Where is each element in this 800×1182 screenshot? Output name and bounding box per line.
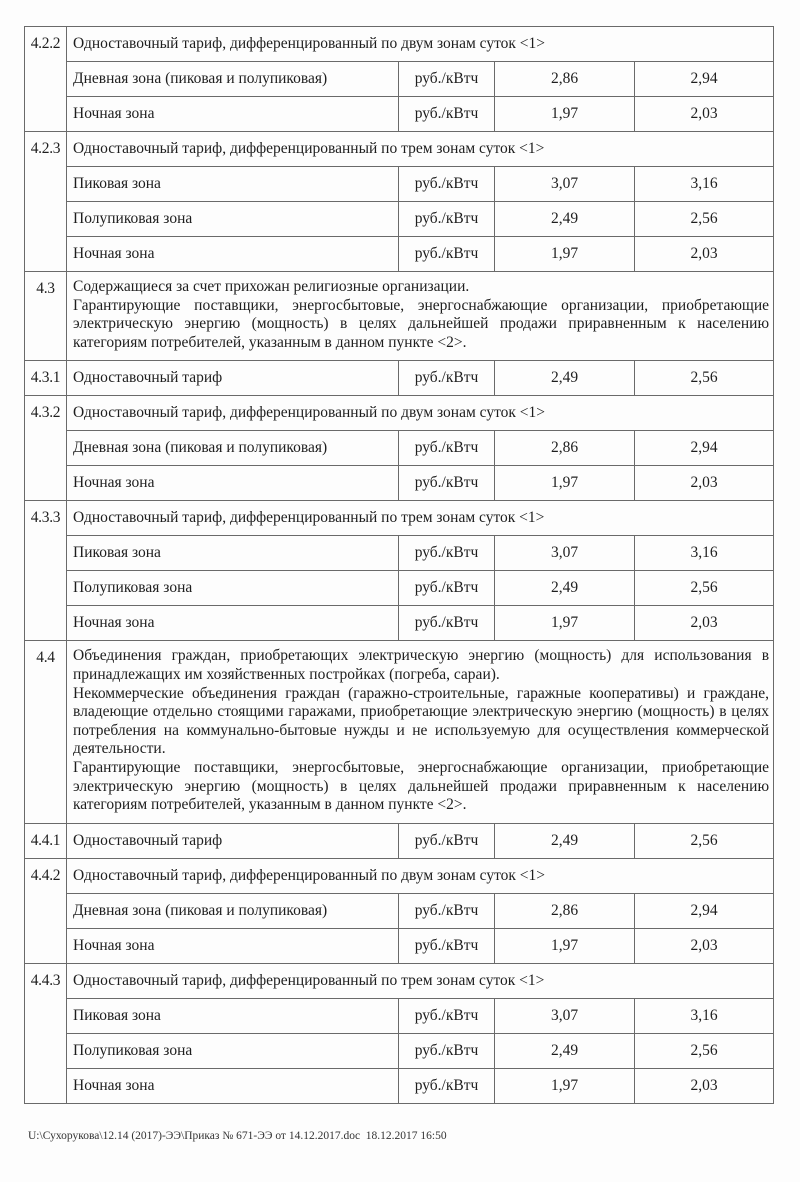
- zone-name: Пиковая зона: [67, 167, 399, 202]
- value-period-2: 2,03: [635, 97, 774, 132]
- tariff-row: [25, 431, 774, 466]
- section-header-row: [25, 132, 774, 167]
- zone-name: Полупиковая зона: [67, 202, 399, 237]
- tariff-name: Одноставочный тариф: [67, 361, 399, 396]
- zone-name: Ночная зона: [67, 97, 399, 132]
- unit-cell: руб./кВтч: [399, 431, 495, 466]
- value-period-1: 1,97: [495, 237, 635, 272]
- unit-cell: руб./кВтч: [399, 1068, 495, 1103]
- description-paragraph: Содержащиеся за счет прихожан религиозные организации.: [73, 278, 470, 295]
- tariff-row: [25, 202, 774, 237]
- tariff-row: [25, 361, 774, 396]
- value-period-2: 2,03: [635, 237, 774, 272]
- description-paragraph: Гарантирующие поставщики, энергосбытовые, энергоснабжающие организации, приобретающие электрическую энергию (мощность) в целях дальнейшей продажи приравненным к населению категориям потребителей, указанным в данном пункте <2>.: [73, 758, 770, 814]
- value-period-2: 2,56: [635, 202, 774, 237]
- value-period-2: 3,16: [635, 167, 774, 202]
- zone-name: Дневная зона (пиковая и полупиковая): [67, 62, 399, 97]
- section-title: Одноставочный тариф, дифференцированный по трем зонам суток <1>: [67, 963, 774, 998]
- value-period-2: 2,03: [635, 466, 774, 501]
- section-number: 4.4: [25, 641, 67, 823]
- value-period-1: 1,97: [495, 466, 635, 501]
- category-description: [67, 641, 774, 823]
- value-period-2: 2,94: [635, 893, 774, 928]
- value-period-1: 1,97: [495, 928, 635, 963]
- category-description-row: [25, 641, 774, 823]
- document-footer-path: U:\Сухорукова\12.14 (2017)-ЭЭ\Приказ № 671-ЭЭ от 14.12.2017.doc 18.12.2017 16:50: [28, 1130, 447, 1142]
- tariff-document: [24, 26, 773, 1104]
- unit-cell: руб./кВтч: [399, 606, 495, 641]
- value-period-2: 2,94: [635, 62, 774, 97]
- section-number: 4.2.3: [25, 132, 67, 272]
- tariff-row: [25, 237, 774, 272]
- section-title: Одноставочный тариф, дифференцированный по двум зонам суток <1>: [67, 396, 774, 431]
- value-period-1: 2,49: [495, 571, 635, 606]
- zone-name: Пиковая зона: [67, 998, 399, 1033]
- zone-name: Дневная зона (пиковая и полупиковая): [67, 893, 399, 928]
- value-period-1: 2,49: [495, 202, 635, 237]
- unit-cell: руб./кВтч: [399, 928, 495, 963]
- value-period-2: 2,56: [635, 571, 774, 606]
- tariff-row: [25, 928, 774, 963]
- section-title: Одноставочный тариф, дифференцированный по двум зонам суток <1>: [67, 858, 774, 893]
- section-number: 4.3: [25, 272, 67, 361]
- section-number: 4.2.2: [25, 27, 67, 132]
- section-title: Одноставочный тариф, дифференцированный по трем зонам суток <1>: [67, 501, 774, 536]
- unit-cell: руб./кВтч: [399, 237, 495, 272]
- value-period-1: 1,97: [495, 606, 635, 641]
- section-title: Одноставочный тариф, дифференцированный по двум зонам суток <1>: [67, 27, 774, 62]
- value-period-1: 3,07: [495, 998, 635, 1033]
- zone-name: Дневная зона (пиковая и полупиковая): [67, 431, 399, 466]
- zone-name: Ночная зона: [67, 1068, 399, 1103]
- value-period-2: 2,03: [635, 1068, 774, 1103]
- tariff-row: [25, 536, 774, 571]
- tariff-row: [25, 606, 774, 641]
- value-period-1: 2,86: [495, 62, 635, 97]
- unit-cell: руб./кВтч: [399, 998, 495, 1033]
- tariff-row: [25, 62, 774, 97]
- section-number: 4.4.3: [25, 963, 67, 1103]
- section-number: 4.4.2: [25, 858, 67, 963]
- section-header-row: [25, 963, 774, 998]
- value-period-1: 2,86: [495, 893, 635, 928]
- value-period-1: 2,86: [495, 431, 635, 466]
- tariff-row: [25, 823, 774, 858]
- section-number: 4.3.3: [25, 501, 67, 641]
- section-number: 4.3.1: [25, 361, 67, 396]
- value-period-2: 2,94: [635, 431, 774, 466]
- value-period-2: 2,03: [635, 606, 774, 641]
- section-number: 4.3.2: [25, 396, 67, 501]
- description-paragraph: Объединения граждан, приобретающих электрическую энергию (мощность) для использования в принадлежащих им хозяйственных постройках (погреба, сараи).: [73, 647, 770, 683]
- tariff-name: Одноставочный тариф: [67, 823, 399, 858]
- tariff-row: [25, 1033, 774, 1068]
- section-header-row: [25, 501, 774, 536]
- zone-name: Полупиковая зона: [67, 1033, 399, 1068]
- unit-cell: руб./кВтч: [399, 361, 495, 396]
- zone-name: Ночная зона: [67, 466, 399, 501]
- value-period-1: 3,07: [495, 167, 635, 202]
- section-header-row: [25, 27, 774, 62]
- tariff-row: [25, 466, 774, 501]
- zone-name: Ночная зона: [67, 606, 399, 641]
- zone-name: Пиковая зона: [67, 536, 399, 571]
- category-description: [67, 272, 774, 361]
- unit-cell: руб./кВтч: [399, 62, 495, 97]
- unit-cell: руб./кВтч: [399, 1033, 495, 1068]
- value-period-2: 2,56: [635, 823, 774, 858]
- value-period-1: 2,49: [495, 823, 635, 858]
- value-period-1: 2,49: [495, 1033, 635, 1068]
- tariff-row: [25, 571, 774, 606]
- value-period-2: 2,03: [635, 928, 774, 963]
- unit-cell: руб./кВтч: [399, 571, 495, 606]
- description-paragraph: Некоммерческие объединения граждан (гаражно-строительные, гаражные кооперативы) и граждане, владеющие отдельно стоящими гаражами, приобретающие электрическую энергию (мощность) в целях потребления на коммунально-бытовые нужды и не используемую для осуществления коммерческой деятельности.: [73, 684, 770, 758]
- unit-cell: руб./кВтч: [399, 823, 495, 858]
- value-period-2: 2,56: [635, 1033, 774, 1068]
- value-period-1: 3,07: [495, 536, 635, 571]
- zone-name: Ночная зона: [67, 237, 399, 272]
- tariff-row: [25, 167, 774, 202]
- zone-name: Ночная зона: [67, 928, 399, 963]
- value-period-2: 3,16: [635, 536, 774, 571]
- value-period-2: 2,56: [635, 361, 774, 396]
- unit-cell: руб./кВтч: [399, 536, 495, 571]
- unit-cell: руб./кВтч: [399, 466, 495, 501]
- description-paragraph: Гарантирующие поставщики, энергосбытовые, энергоснабжающие организации, приобретающие электрическую энергию (мощность) в целях дальнейшей продажи приравненным к населению категориям потребителей, указанным в данном пункте <2>.: [73, 296, 770, 351]
- unit-cell: руб./кВтч: [399, 97, 495, 132]
- value-period-2: 3,16: [635, 998, 774, 1033]
- tariff-row: [25, 998, 774, 1033]
- tariff-table: [24, 26, 774, 1104]
- value-period-1: 2,49: [495, 361, 635, 396]
- zone-name: Полупиковая зона: [67, 571, 399, 606]
- value-period-1: 1,97: [495, 97, 635, 132]
- tariff-table-body: [25, 27, 774, 1104]
- tariff-row: [25, 97, 774, 132]
- unit-cell: руб./кВтч: [399, 202, 495, 237]
- unit-cell: руб./кВтч: [399, 893, 495, 928]
- section-header-row: [25, 858, 774, 893]
- unit-cell: руб./кВтч: [399, 167, 495, 202]
- tariff-row: [25, 1068, 774, 1103]
- section-number: 4.4.1: [25, 823, 67, 858]
- category-description-row: [25, 272, 774, 361]
- section-title: Одноставочный тариф, дифференцированный по трем зонам суток <1>: [67, 132, 774, 167]
- tariff-row: [25, 893, 774, 928]
- section-header-row: [25, 396, 774, 431]
- value-period-1: 1,97: [495, 1068, 635, 1103]
